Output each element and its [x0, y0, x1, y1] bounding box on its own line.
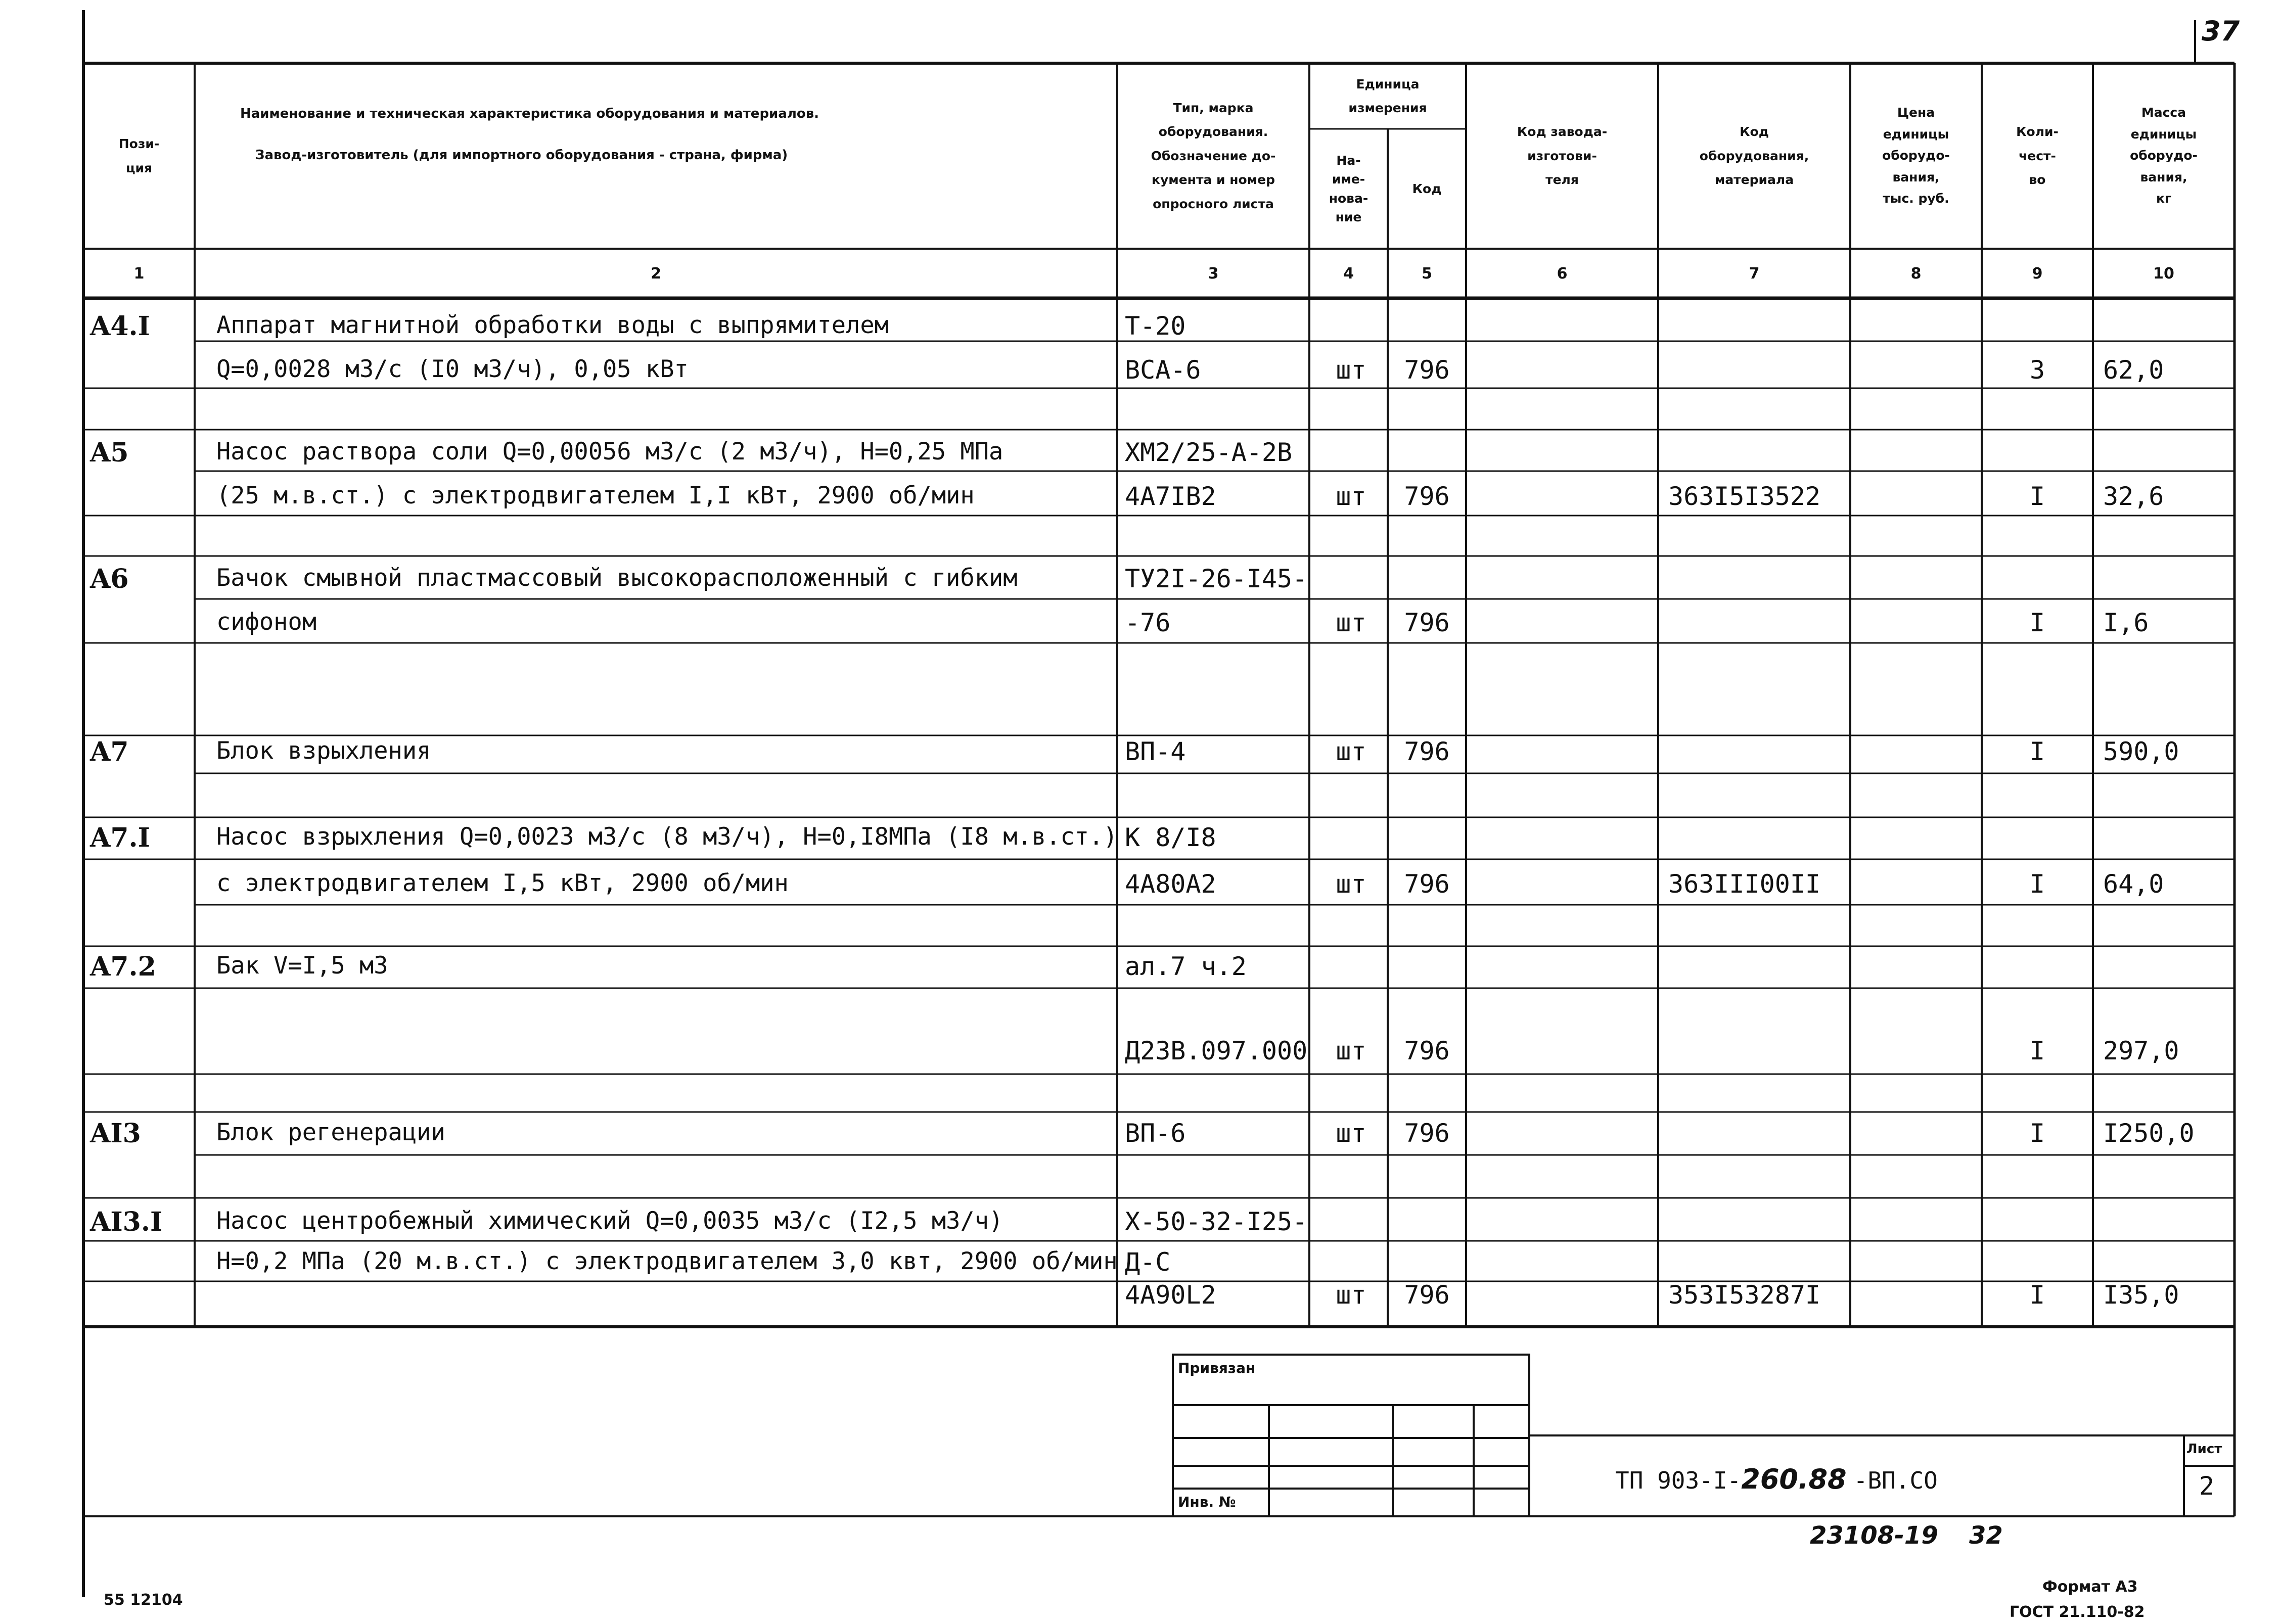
- cell-mass: I250,0: [2103, 1119, 2195, 1148]
- cell-code: 796: [1404, 355, 1450, 385]
- cell-qty: I: [2029, 482, 2045, 511]
- cell-unit: шт: [1336, 737, 1366, 766]
- cell-unit: шт: [1336, 1119, 1366, 1148]
- cell-type: Т-20: [1125, 311, 1186, 341]
- cell-code: 796: [1404, 869, 1450, 899]
- cell-name: Насос центробежный химический Q=0,0035 м3/с (I2,5 м3/ч): [216, 1207, 1003, 1235]
- cell-code: 796: [1404, 737, 1450, 766]
- cell-qty: I: [2029, 869, 2045, 899]
- cell-name: Аппарат магнитной обработки воды с выпрямителем: [216, 311, 889, 339]
- cell-pos: A5: [90, 437, 129, 468]
- sheet-label: Лист: [2186, 1442, 2222, 1457]
- col-number: 9: [2032, 264, 2043, 283]
- cell-pos: A7: [90, 736, 129, 767]
- col-number: 7: [1749, 264, 1760, 283]
- cell-mass: I,6: [2103, 608, 2149, 637]
- sheet-number: 2: [2199, 1471, 2215, 1501]
- col-number: 10: [2153, 264, 2174, 283]
- cell-qty: I: [2029, 608, 2045, 637]
- stamp-privyazan: Привязан: [1178, 1360, 1256, 1376]
- cell-type: -76: [1125, 608, 1171, 637]
- header-quantity: Коли- чест- во: [2016, 124, 2059, 188]
- cell-mass: 32,6: [2103, 482, 2164, 511]
- cell-qty: I: [2029, 737, 2045, 766]
- header-name-block: [200, 106, 1110, 163]
- cell-type: Х-50-32-I25-: [1125, 1207, 1308, 1236]
- cell-pos: AI3.I: [90, 1207, 163, 1237]
- cell-mass: 62,0: [2103, 355, 2164, 385]
- cell-name: (25 м.в.ст.) с электродвигателем I,I кВт, 2900 об/мин: [216, 482, 975, 509]
- cell-mass: 64,0: [2103, 869, 2164, 899]
- left-code: 55 12104: [104, 1591, 183, 1609]
- cell-name: Бачок смывной пластмассовый высокорасположенный с гибким: [216, 564, 1018, 592]
- cell-type: ХМ2/25-А-2В: [1125, 438, 1293, 467]
- header-price: Цена единицы оборудо- вания, тыс. руб.: [1882, 105, 1950, 206]
- cell-name: Насос взрыхления Q=0,0023 м3/с (8 м3/ч), Н=0,I8МПа (I8 м.в.ст.): [216, 823, 1118, 851]
- doc-code-prefix: ТП 903-I-: [1615, 1467, 1742, 1494]
- cell-unit: шт: [1336, 1036, 1366, 1065]
- cell-name: Н=0,2 МПа (20 м.в.ст.) с электродвигателем 3,0 квт, 2900 об/мин: [216, 1247, 1118, 1275]
- cell-type: 4А7IВ2: [1125, 482, 1216, 511]
- header-mass: Масса единицы оборудо- вания, кг: [2130, 105, 2198, 206]
- header-unit-group: Единица измерения: [1348, 76, 1427, 115]
- cell-type: 4А90L2: [1125, 1280, 1216, 1310]
- format-label: Формат А3: [2042, 1578, 2138, 1596]
- stamp-inv-no: Инв. №: [1178, 1494, 1236, 1510]
- cell-name: сифоном: [216, 608, 317, 636]
- cell-name: Q=0,0028 м3/с (I0 м3/ч), 0,05 кВт: [216, 355, 689, 383]
- cell-pos: AI3: [90, 1118, 141, 1149]
- header-equipment-code: Код оборудования, материала: [1699, 124, 1809, 188]
- doc-code: [1615, 1463, 1938, 1495]
- archive-page: 32: [1969, 1521, 2003, 1550]
- cell-name: Бак V=I,5 м3: [216, 952, 388, 980]
- cell-type: ал.7 ч.2: [1125, 952, 1247, 981]
- cell-unit: шт: [1336, 482, 1366, 511]
- cell-type: Д-С: [1125, 1247, 1171, 1277]
- cell-mass: 590,0: [2103, 737, 2179, 766]
- page-corner-number: 37: [2202, 15, 2240, 47]
- cell-name: с электродвигателем I,5 кВт, 2900 об/мин: [216, 869, 789, 897]
- cell-type: ТУ2I-26-I45-: [1125, 564, 1308, 593]
- cell-unit: шт: [1336, 1280, 1366, 1310]
- header-plant-code: Код завода- изготови- теля: [1517, 124, 1608, 188]
- header-name-line1: Наименование и техническая характеристика оборудования и материалов.: [240, 106, 819, 121]
- header-position: Пози- ция: [118, 136, 160, 175]
- header-type: Тип, марка оборудования. Обозначение до- кумента и номер опросного листа: [1151, 100, 1276, 211]
- cell-code: 796: [1404, 1280, 1450, 1310]
- col-number: 1: [133, 264, 145, 283]
- cell-name: Блок взрыхления: [216, 737, 431, 765]
- cell-equip: 353I53287I: [1668, 1280, 1821, 1310]
- cell-unit: шт: [1336, 608, 1366, 637]
- cell-pos: A4.I: [90, 311, 150, 342]
- cell-pos: A7.2: [90, 951, 156, 982]
- cell-code: 796: [1404, 608, 1450, 637]
- cell-type: К 8/I8: [1125, 823, 1216, 852]
- cell-qty: I: [2029, 1036, 2045, 1065]
- cell-mass: I35,0: [2103, 1280, 2179, 1310]
- col-number: 3: [1208, 264, 1219, 283]
- cell-type: 4А80А2: [1125, 869, 1216, 899]
- cell-type: ВП-6: [1125, 1119, 1186, 1148]
- col-number: 8: [1910, 264, 1922, 283]
- cell-type: ВП-4: [1125, 737, 1186, 766]
- cell-type: ВСА-6: [1125, 355, 1201, 385]
- cell-qty: I: [2029, 1280, 2045, 1310]
- cell-unit: шт: [1336, 355, 1366, 385]
- cell-code: 796: [1404, 1119, 1450, 1148]
- col-number: 6: [1557, 264, 1568, 283]
- cell-pos: A7.I: [90, 822, 150, 853]
- cell-code: 796: [1404, 482, 1450, 511]
- doc-code-handwritten: 260.88: [1741, 1463, 1847, 1495]
- cell-pos: A6: [90, 564, 129, 594]
- cell-name: Насос раствора соли Q=0,00056 м3/с (2 м3/ч), Н=0,25 МПа: [216, 438, 1003, 466]
- gost-label: ГОСТ 21.110-82: [2010, 1603, 2145, 1621]
- cell-unit: шт: [1336, 869, 1366, 899]
- doc-code-suffix: -ВП.СО: [1853, 1467, 1938, 1494]
- header-unit-code: Код: [1412, 181, 1442, 196]
- cell-type: Д23В.097.000: [1125, 1036, 1308, 1065]
- col-number: 2: [651, 264, 661, 283]
- cell-code: 796: [1404, 1036, 1450, 1065]
- col-number: 5: [1422, 264, 1432, 283]
- cell-mass: 297,0: [2103, 1036, 2179, 1065]
- col-number: 4: [1343, 264, 1354, 283]
- cell-equip: 363III00II: [1668, 869, 1821, 899]
- header-unit-name: На- име- нова- ние: [1329, 153, 1368, 224]
- cell-qty: 3: [2029, 355, 2045, 385]
- archive-number: 23108-19: [1810, 1521, 1938, 1550]
- header-name-line2: Завод-изготовитель (для импортного оборудования - страна, фирма): [255, 148, 788, 163]
- cell-equip: 363I5I3522: [1668, 482, 1821, 511]
- cell-name: Блок регенерации: [216, 1119, 445, 1146]
- cell-qty: I: [2029, 1119, 2045, 1148]
